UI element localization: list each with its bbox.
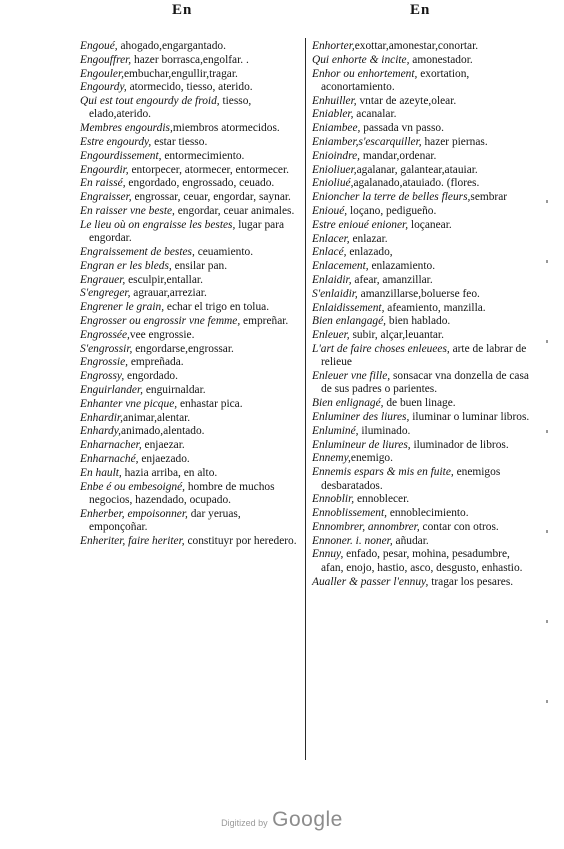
entry-headword: Ennemis espars & mis en fuite, <box>312 466 454 479</box>
entry-headword: En raissé, <box>80 177 126 190</box>
entry-headword: Membres engourdis, <box>80 122 173 135</box>
dictionary-entry <box>80 508 302 535</box>
dictionary-entry <box>312 548 530 575</box>
entry-translation: ceuamiento. <box>194 245 254 258</box>
dictionary-entry <box>312 411 530 424</box>
entry-translation: iluminado. <box>358 424 411 437</box>
entry-translation: estar tiesso. <box>151 136 208 149</box>
dictionary-entry <box>80 425 302 438</box>
entry-headword: Engrossée, <box>80 328 130 341</box>
watermark-prefix: Digitized by <box>221 818 268 828</box>
dictionary-entry <box>80 191 302 204</box>
dictionary-entry <box>312 274 530 287</box>
entry-translation: afear, amanzillar. <box>351 274 433 287</box>
entry-headword: Enhardy, <box>80 425 122 438</box>
dictionary-entry <box>312 439 530 452</box>
dictionary-entry <box>312 108 530 121</box>
entry-headword: Engouler, <box>80 67 124 80</box>
entry-translation: enemigo. <box>350 452 393 465</box>
entry-headword: Enhuiller, <box>312 94 357 107</box>
entry-headword: Enluminé, <box>312 424 359 437</box>
entry-translation: loçanear. <box>408 218 452 231</box>
entry-translation: atormecido, tiesso, aterido. <box>126 81 253 94</box>
entry-headword: Enharnaché, <box>80 452 139 465</box>
entry-headword: Enheriter, faire heriter, <box>80 534 185 547</box>
dictionary-entry <box>80 177 302 190</box>
dictionary-entry <box>80 274 302 287</box>
dictionary-entry <box>312 122 530 135</box>
entry-headword: Engourdy, <box>80 81 127 94</box>
dictionary-entry <box>312 219 530 232</box>
entry-translation: añudar. <box>392 534 429 547</box>
entry-translation: esculpir,entallar. <box>125 273 203 286</box>
entry-headword: Bien enlignagé, <box>312 397 384 410</box>
dictionary-entry <box>312 370 530 397</box>
entry-headword: Qui est tout engourdy de froid, <box>80 95 220 108</box>
entry-headword: Enhardir, <box>80 411 123 424</box>
dictionary-entry <box>80 356 302 369</box>
entry-headword: Eniambee, <box>312 122 361 135</box>
entry-translation: ahogado,engargantado. <box>117 40 226 52</box>
entry-headword: Qui enhorte & incite, <box>312 53 410 66</box>
dictionary-entry <box>80 481 302 508</box>
dictionary-entry <box>312 54 530 67</box>
entry-headword: En raisser vne beste, <box>80 205 175 218</box>
dictionary-entry <box>80 315 302 328</box>
entry-translation: enlazamiento. <box>368 260 436 273</box>
dictionary-entry <box>80 412 302 425</box>
entry-headword: Enioué, <box>312 205 348 218</box>
dictionary-entry <box>312 40 530 53</box>
dictionary-entry <box>312 521 530 534</box>
dictionary-entry <box>80 205 302 218</box>
dictionary-entry <box>80 95 302 122</box>
entry-headword: Enlacer, <box>312 232 350 245</box>
entry-headword: Enleuer, <box>312 329 350 342</box>
dictionary-entry <box>80 150 302 163</box>
dictionary-entry <box>312 246 530 259</box>
dictionary-entry <box>312 329 530 342</box>
dictionary-entry <box>80 384 302 397</box>
entry-headword: Enleuer vne fille, <box>312 370 391 383</box>
entry-headword: Enioliué, <box>312 177 354 190</box>
entry-headword: Enhanter vne picque, <box>80 397 178 410</box>
entry-translation: passada vn passo. <box>360 122 444 135</box>
entry-translation: enhastar pica. <box>177 397 243 410</box>
entry-headword: Le lieu où on engraisse les bestes, <box>80 218 236 231</box>
entry-headword: Eniamber,s'escarquiller, <box>312 136 422 149</box>
dictionary-entry <box>312 302 530 315</box>
dictionary-entry <box>80 136 302 149</box>
entry-headword: Engrossy, <box>80 370 125 383</box>
entry-headword: Enluminer des liures, <box>312 411 410 424</box>
entry-translation: enemigos desbaratados. <box>321 466 501 492</box>
entry-headword: Enlacé, <box>312 246 347 259</box>
dictionary-entry <box>312 397 530 410</box>
dictionary-entry <box>312 95 530 108</box>
entry-translation: exottar,amonestar,conortar. <box>354 40 479 52</box>
entry-translation: entorpecer, atormecer, entormecer. <box>128 163 289 176</box>
dictionary-entry <box>80 329 302 342</box>
entry-translation: iluminador de libros. <box>410 438 509 451</box>
entry-headword: Engran er les bleds, <box>80 259 172 272</box>
entry-translation: empreñar. <box>240 314 289 327</box>
entry-headword: Engouffrer, <box>80 53 132 66</box>
edge-speck <box>546 530 548 533</box>
dictionary-entry <box>80 287 302 300</box>
entry-translation: vntar de azeyte,olear. <box>356 94 457 107</box>
entry-headword: Enioliuer, <box>312 163 357 176</box>
dictionary-entry <box>312 466 530 493</box>
dictionary-entry <box>80 260 302 273</box>
entry-translation: hazia arriba, en alto. <box>121 466 218 479</box>
dictionary-entry <box>312 315 530 328</box>
entry-headword: Enlumineur de liures, <box>312 438 411 451</box>
dictionary-entry <box>80 535 302 548</box>
entry-translation: ensilar pan. <box>171 259 228 272</box>
column-divider <box>305 38 306 760</box>
entry-headword: S'engrossir, <box>80 342 133 355</box>
dictionary-entry <box>312 150 530 163</box>
entry-headword: Eniabler, <box>312 108 354 121</box>
dictionary-entry <box>80 467 302 480</box>
entry-translation: animar,alentar. <box>122 411 191 424</box>
edge-speck <box>546 340 548 343</box>
dictionary-entry <box>80 301 302 314</box>
dictionary-entry <box>312 177 530 190</box>
entry-headword: S'engreger, <box>80 287 131 300</box>
entry-translation: amonestador. <box>409 53 473 66</box>
entry-headword: Enhor ou enhortement, <box>312 67 418 80</box>
dictionary-entry <box>80 81 302 94</box>
entry-translation: sonsacar vna donzella de casa de sus padres o parientes. <box>321 370 529 396</box>
entry-translation: engordado. <box>124 370 178 383</box>
dictionary-entry <box>312 535 530 548</box>
entry-translation: iluminar o luminar libros. <box>409 411 530 424</box>
entry-translation: vee engrossie. <box>129 328 195 341</box>
entry-headword: L'art de faire choses enleuees, <box>312 343 450 356</box>
right-column <box>312 40 530 589</box>
entry-translation: acanalar. <box>353 108 397 121</box>
entry-translation: tiesso, elado,aterido. <box>89 95 252 121</box>
dictionary-entry <box>80 164 302 177</box>
edge-speck <box>546 260 548 263</box>
dictionary-entry <box>312 191 530 204</box>
entry-headword: Estre enioué enioner, <box>312 218 409 231</box>
entry-headword: Ennombrer, annombrer, <box>312 520 420 533</box>
left-column <box>80 40 302 548</box>
dictionary-entry <box>312 452 530 465</box>
entry-headword: Ennoner. i. noner, <box>312 534 393 547</box>
dictionary-entry <box>80 246 302 259</box>
entry-headword: Aualler & passer l'ennuy, <box>312 575 429 588</box>
entry-translation: engordarse,engrossar. <box>132 342 234 355</box>
entry-headword: Enlaidir, <box>312 274 352 287</box>
entry-translation: subir, alçar,leuantar. <box>349 329 444 342</box>
dictionary-entry <box>312 507 530 520</box>
entry-headword: Ennuy, <box>312 548 344 561</box>
dictionary-entry <box>312 136 530 149</box>
entry-headword: Enlaidissement, <box>312 301 385 314</box>
entry-translation: agalanado,atauiado. (flores. <box>353 177 480 190</box>
entry-headword: Engraissement de bestes, <box>80 245 195 258</box>
dictionary-entry <box>312 425 530 438</box>
entry-headword: Engrosser ou engrossir vne femme, <box>80 314 241 327</box>
dictionary-entry <box>80 219 302 246</box>
entry-translation: constituyr por heredero. <box>184 534 297 547</box>
edge-speck <box>546 200 548 203</box>
dictionary-entry <box>80 343 302 356</box>
dictionary-entry <box>80 68 302 81</box>
edge-speck <box>546 620 548 623</box>
dictionary-entry <box>80 453 302 466</box>
entry-headword: Bien enlangagé, <box>312 315 387 328</box>
entry-headword: Engoué, <box>80 40 118 52</box>
entry-translation: exortation, aconortamiento. <box>321 67 470 93</box>
entry-headword: Enhorter, <box>312 40 355 52</box>
dictionary-entry <box>80 398 302 411</box>
dictionary-entry <box>80 54 302 67</box>
entry-translation: sembrar <box>470 191 508 204</box>
dictionary-entry <box>80 122 302 135</box>
entry-translation: ennoblecimiento. <box>386 507 469 520</box>
entry-translation: amanzillarse,boluerse feo. <box>357 287 480 300</box>
entry-headword: S'enlaidir, <box>312 287 358 300</box>
entry-headword: Engourdissement, <box>80 149 162 162</box>
entry-translation: afeamiento, manzilla. <box>384 301 486 314</box>
entry-translation: hombre de muchos negocios, hazendado, ocupado. <box>89 480 275 506</box>
entry-translation: de buen linage. <box>383 397 456 410</box>
entry-headword: Enioncher la terre de belles fleurs, <box>312 191 471 204</box>
dictionary-entry <box>312 288 530 301</box>
entry-translation: animado,alentado. <box>121 425 205 438</box>
entry-translation: miembros atormecidos. <box>172 122 280 135</box>
entry-translation: mandar,ordenar. <box>359 149 437 162</box>
entry-translation: arte de labrar de relieue <box>321 343 527 369</box>
edge-speck <box>546 700 548 703</box>
entry-headword: Engrener le grain, <box>80 301 165 314</box>
entry-translation: dar yeruas, emponçoñar. <box>89 507 241 533</box>
running-header-left: En <box>172 2 193 18</box>
entry-headword: Enguirlander, <box>80 383 143 396</box>
dictionary-entry <box>312 493 530 506</box>
entry-translation: engrossar, ceuar, engordar, saynar. <box>131 191 291 204</box>
entry-translation: ennoblecer. <box>354 493 410 506</box>
entry-translation: hazer borrasca,engolfar. . <box>131 53 249 66</box>
dictionary-entry <box>312 164 530 177</box>
entry-headword: Enharnacher, <box>80 439 142 452</box>
entry-headword: Engourdir, <box>80 163 129 176</box>
dictionary-entry <box>312 233 530 246</box>
entry-translation: echar el trigo en tolua. <box>164 301 270 314</box>
entry-translation: enguirnaldar. <box>142 383 206 396</box>
dictionary-entry <box>312 68 530 95</box>
entry-headword: Enherber, empoisonner, <box>80 507 188 520</box>
entry-translation: bien hablado. <box>386 315 451 328</box>
entry-translation: engordar, ceuar animales. <box>174 205 295 218</box>
entry-translation: tragar los pesares. <box>428 575 514 588</box>
entry-translation: engordado, engrossado, ceuado. <box>125 177 275 190</box>
entry-headword: Enioindre, <box>312 149 360 162</box>
edge-speck <box>546 430 548 433</box>
entry-translation: agrauar,arreziar. <box>130 287 207 300</box>
page-edge-marks <box>546 200 550 760</box>
dictionary-entry <box>312 260 530 273</box>
entry-headword: Estre engourdy, <box>80 136 152 149</box>
entry-headword: Ennoblissement, <box>312 507 387 520</box>
dictionary-entry <box>312 343 530 370</box>
entry-translation: enlazado, <box>346 246 393 259</box>
entry-headword: Enbe é ou embesoigné, <box>80 480 186 493</box>
entry-headword: Ennoblir, <box>312 493 355 506</box>
entry-headword: En hault, <box>80 466 122 479</box>
entry-translation: lugar para engordar. <box>89 218 285 245</box>
entry-headword: Engrossie, <box>80 356 128 369</box>
dictionary-entry <box>80 439 302 452</box>
entry-translation: enfado, pesar, mohina, pesadumbre, afan, enojo, hastio, asco, desgusto, enhastio. <box>321 548 523 574</box>
entry-translation: loçano, pedigueño. <box>347 205 437 218</box>
entry-headword: Ennemy, <box>312 452 351 465</box>
running-header-right: En <box>410 2 431 18</box>
entry-translation: contar con otros. <box>419 520 499 533</box>
entry-translation: enjaezado. <box>138 452 190 465</box>
entry-translation: embuchar,engullir,tragar. <box>123 67 238 80</box>
dictionary-entry <box>80 40 302 53</box>
dictionary-entry <box>312 205 530 218</box>
entry-headword: Engrauer, <box>80 273 126 286</box>
entry-translation: empreñada. <box>128 356 184 369</box>
entry-translation: enlazar. <box>349 232 388 245</box>
entry-translation: entormecimiento. <box>161 149 245 162</box>
entry-translation: hazer piernas. <box>421 136 488 149</box>
entry-translation: enjaezar. <box>141 439 185 452</box>
google-logo: Google <box>272 808 343 831</box>
entry-translation: agalanar, galantear,atauiar. <box>356 163 478 176</box>
dictionary-entry <box>312 576 530 589</box>
entry-headword: Engraisser, <box>80 191 132 204</box>
digitized-watermark <box>0 808 564 832</box>
entry-headword: Enlacement, <box>312 260 369 273</box>
dictionary-entry <box>80 370 302 383</box>
